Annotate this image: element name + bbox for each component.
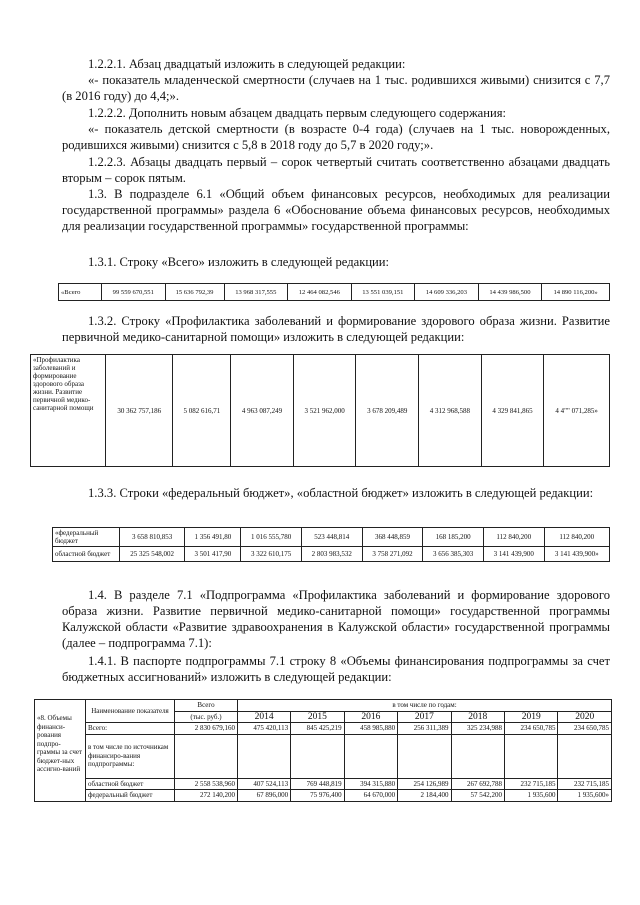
- table-cell: 13 968 317,555: [224, 284, 288, 301]
- paragraph-1-2-2-3: 1.2.2.3. Абзацы двадцать первый – сорок четвертый считать соответственно абзацами двадцать вторым – сорок пятым.: [62, 155, 610, 185]
- year-header: 2016: [344, 711, 397, 723]
- table-cell: 15 636 792,39: [165, 284, 224, 301]
- table-cell: 2 830 679,160: [175, 723, 238, 735]
- table-cell: 3 658 810,853: [120, 528, 185, 547]
- table-cell: 272 140,200: [175, 790, 238, 802]
- header-total: Всего: [175, 700, 238, 712]
- table-row: [31, 355, 610, 467]
- table-cell: [558, 734, 612, 778]
- budget-row-label: областной бюджет: [53, 547, 120, 562]
- table-cell: 3 656 385,303: [423, 547, 484, 562]
- prophylaxis-row-label: «Профилактика заболеваний и формирование здорового образа жизни. Развитие первичной медико-санитарной помощи: [31, 355, 106, 467]
- table-cell: 458 985,880: [344, 723, 397, 735]
- table-row: [35, 790, 612, 802]
- table-cell: 112 840,200: [544, 528, 609, 547]
- total-row-label: «Всего: [59, 284, 102, 301]
- budget-row-label: «федеральный бюджет: [53, 528, 120, 547]
- table-cell: 234 650,785: [558, 723, 612, 735]
- table-cell: 234 650,785: [505, 723, 558, 735]
- table-cell: 232 715,185: [505, 778, 558, 790]
- table-cell: 2 558 538,960: [175, 778, 238, 790]
- paragraph-1-4: 1.4. В разделе 7.1 «Подпрограмма «Профилактика заболеваний и формирование здорового образа жизни. Развитие первичной медико-санитарной помощи» государственной программы Калужской области «Развитие здравоохранения в Калужской области» государственной программы (далее – подпрограмма 7.1):: [62, 588, 610, 650]
- table-cell: 475 420,113: [238, 723, 291, 735]
- row-label: Всего:: [86, 723, 175, 735]
- total-row-table: [58, 283, 610, 301]
- year-header: 2014: [238, 711, 291, 723]
- paragraph-infant-mortality: «- показатель младенческой смертности (случаев на 1 тыс. родившихся живыми) снизится с 7,7 (в 2016 году) до 4,4;».: [62, 73, 610, 103]
- paragraph-1-4-1: 1.4.1. В паспорте подпрограммы 7.1 строку 8 «Объемы финансирования подпрограммы за счет бюджетных ассигнований» изложить в следующей редакции:: [62, 654, 610, 684]
- table-cell: 267 692,788: [451, 778, 504, 790]
- table-cell: 14 439 986,500: [478, 284, 542, 301]
- table-cell: [505, 734, 558, 778]
- table-cell: 4 312 968,588: [419, 355, 482, 467]
- row-label: федеральный бюджет: [86, 790, 175, 802]
- table-row: [53, 528, 610, 547]
- table-cell: [238, 734, 291, 778]
- table-cell: 14 609 336,203: [415, 284, 479, 301]
- paragraph-child-mortality: «- показатель детской смертности (в возрасте 0-4 года) (случаев на 1 тыс. новорожденных, родившихся живыми) снизится с 5,8 в 2018 году до 5,7 в 2020 году;».: [62, 122, 610, 152]
- table-cell: 256 311,389: [398, 723, 451, 735]
- year-header: 2015: [291, 711, 344, 723]
- table-cell: 5 082 616,71: [173, 355, 231, 467]
- table-cell: 99 559 670,551: [102, 284, 166, 301]
- table-cell: 1 356 491,80: [185, 528, 241, 547]
- table-cell: 2 184,400: [398, 790, 451, 802]
- table-cell: 368 448,859: [362, 528, 423, 547]
- table-cell: 64 670,000: [344, 790, 397, 802]
- paragraph-1-3-2: 1.3.2. Строку «Профилактика заболеваний и формирование здорового образа жизни. Развитие первичной медико-санитарной помощи» изложить в следующей редакции:: [62, 314, 610, 344]
- table-cell: 394 315,880: [344, 778, 397, 790]
- table-cell: 325 234,988: [451, 723, 504, 735]
- row-label: областной бюджет: [86, 778, 175, 790]
- table-cell: 75 976,400: [291, 790, 344, 802]
- table-cell: 4 4"" 071,285»: [544, 355, 610, 467]
- table-cell: [291, 734, 344, 778]
- table-cell: 1 016 555,780: [241, 528, 302, 547]
- table-cell: 112 840,200: [483, 528, 544, 547]
- header-years-title: в том числе по годам:: [238, 700, 612, 712]
- table-row: [53, 547, 610, 562]
- table-cell: 232 715,185: [558, 778, 612, 790]
- table-cell: 3 758 271,092: [362, 547, 423, 562]
- table-cell: 3 141 439,900: [483, 547, 544, 562]
- paragraph-1-3-3: 1.3.3. Строки «федеральный бюджет», «областной бюджет» изложить в следующей редакции:: [88, 486, 594, 500]
- year-header: 2018: [451, 711, 504, 723]
- header-indicator-name: Наименование показателя: [86, 700, 175, 723]
- year-header: 2020: [558, 711, 612, 723]
- table-cell: 13 551 039,151: [351, 284, 415, 301]
- table-cell: 168 185,200: [423, 528, 484, 547]
- table-row: [35, 723, 612, 735]
- paragraph-1-3: 1.3. В подразделе 6.1 «Общий объем финансовых ресурсов, необходимых для реализации государственной программы» раздела 6 «Обоснование объема финансовых ресурсов, необходимых для реализации государственной программы» государственной программы:: [62, 187, 610, 233]
- passport-funding-table: [34, 699, 612, 802]
- table-cell: 407 524,113: [238, 778, 291, 790]
- table-cell: [175, 734, 238, 778]
- table-cell: 14 890 116,200»: [542, 284, 610, 301]
- paragraph-1-3-1: 1.3.1. Строку «Всего» изложить в следующей редакции:: [88, 255, 390, 269]
- table-cell: 57 542,200: [451, 790, 504, 802]
- table-cell: 3 678 209,489: [356, 355, 419, 467]
- table-cell: [451, 734, 504, 778]
- table-header-row: [35, 700, 612, 712]
- table-cell: 3 521 962,000: [293, 355, 356, 467]
- table-cell: 4 963 087,249: [231, 355, 294, 467]
- table-cell: 1 935,600: [505, 790, 558, 802]
- table-cell: 30 362 757,186: [106, 355, 173, 467]
- table-cell: 254 126,989: [398, 778, 451, 790]
- table-cell: 523 448,814: [301, 528, 362, 547]
- table-cell: 845 425,219: [291, 723, 344, 735]
- table-cell: 3 322 610,175: [241, 547, 302, 562]
- year-header: 2017: [398, 711, 451, 723]
- table-cell: 3 501 417,90: [185, 547, 241, 562]
- table-cell: [398, 734, 451, 778]
- budget-rows-table: [52, 527, 610, 562]
- table-cell: 3 141 439,900»: [544, 547, 609, 562]
- table-row: [35, 734, 612, 778]
- table-cell: 12 464 082,546: [288, 284, 352, 301]
- table-cell: 1 935,600»: [558, 790, 612, 802]
- passport-row-label: «8. Объемы финанси-рования подпро-граммы за счет бюджет-ных ассигно-ваний: [35, 700, 86, 802]
- table-cell: 67 896,000: [238, 790, 291, 802]
- row-label: в том числе по источникам финансиро-вания подпрограммы:: [86, 734, 175, 778]
- table-row: [35, 778, 612, 790]
- paragraph-1-2-2-2: 1.2.2.2. Дополнить новым абзацем двадцать первым следующего содержания:: [88, 106, 507, 120]
- paragraph-1-2-2-1: 1.2.2.1. Абзац двадцатый изложить в следующей редакции:: [88, 57, 406, 71]
- table-cell: 2 803 983,532: [301, 547, 362, 562]
- year-header: 2019: [505, 711, 558, 723]
- prophylaxis-row-table: [30, 354, 610, 467]
- table-cell: [344, 734, 397, 778]
- table-cell: 4 329 841,865: [481, 355, 544, 467]
- table-cell: 769 448,819: [291, 778, 344, 790]
- table-cell: 25 325 548,002: [120, 547, 185, 562]
- table-row: [59, 284, 610, 301]
- header-unit: (тыс. руб.): [175, 711, 238, 723]
